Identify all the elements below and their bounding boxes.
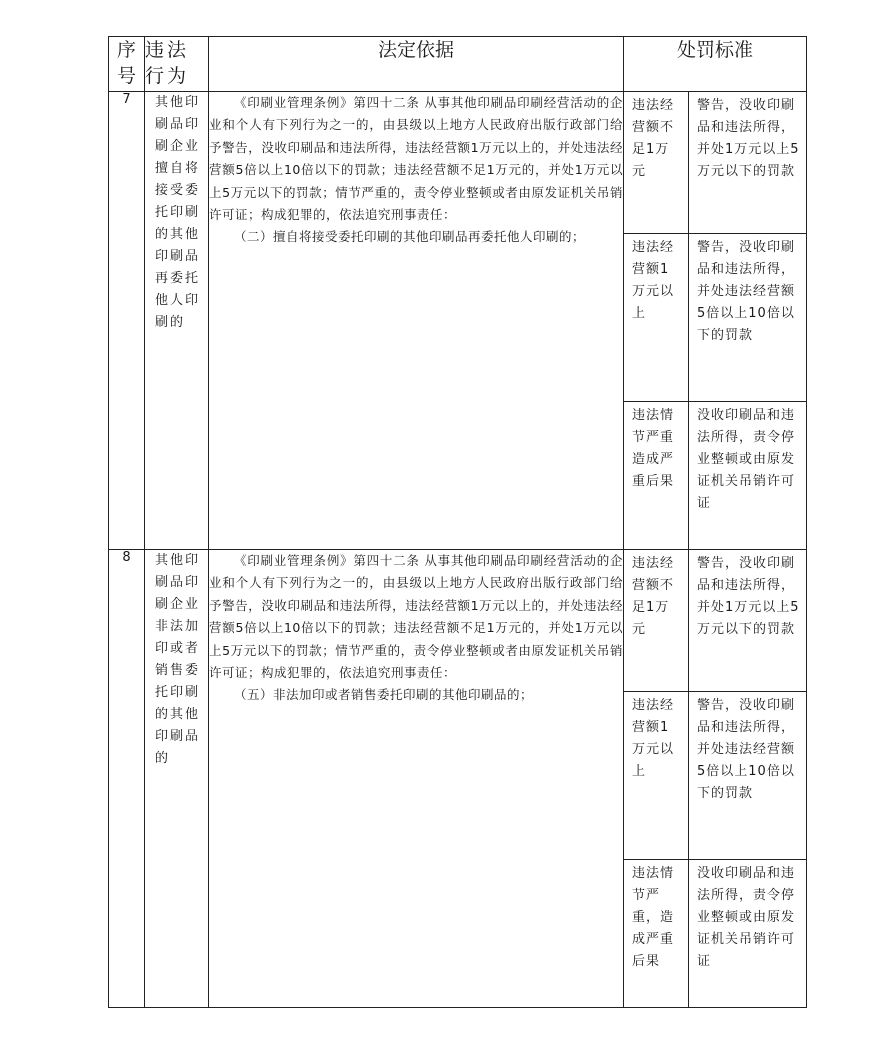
header-act: 违法行为 (145, 37, 209, 92)
header-seq: 序号 (109, 37, 145, 92)
header-penalty: 处罚标准 (624, 37, 807, 92)
row-basis (209, 550, 624, 1008)
basis-paragraph: 《印刷业管理条例》第四十二条 从事其他印刷品印刷经营活动的企业和个人有下列行为之一的，由县级以上地方人民政府出版行政部门给予警告，没收印刷品和违法所得，违法经营额1万元以上的，并处违法经营额5倍以上10倍以下的罚款；违法经营额不足1万元的，并处1万元以上5万元以下的罚款；情节严重的，责令停业整顿或者由原发证机关吊销许可证；构成犯罪的，依法追究刑事责任： (209, 95, 623, 223)
header-basis: 法定依据 (209, 37, 624, 92)
row-basis (209, 92, 624, 550)
penalty-condition: 违法经营额1万元以上 (624, 692, 689, 860)
header-row (109, 37, 807, 92)
act-text: 其他印刷品印刷企业非法加印或者销售委托印刷的其他印刷品的 (155, 553, 201, 766)
penalty-condition: 违法情节严重造成严重后果 (624, 402, 689, 550)
act-text: 其他印刷品印刷企业擅自将接受委托印刷的其他印刷品再委托他人印刷的 (155, 95, 201, 330)
penalty-condition: 违法经营额不足1万元 (624, 550, 689, 692)
basis-clause: （二）擅自将接受委托印刷的其他印刷品再委托他人印刷的； (234, 229, 586, 245)
row-seq: 8 (109, 550, 145, 1008)
penalty-standard: 没收印刷品和违法所得，责令停业整顿或由原发证机关吊销许可证 (689, 402, 807, 550)
penalty-standard: 警告，没收印刷品和违法所得，并处1万元以上5万元以下的罚款 (689, 550, 807, 692)
row-seq: 7 (109, 92, 145, 550)
penalty-condition: 违法情节严重，造成严重后果 (624, 860, 689, 1008)
penalty-table (108, 36, 807, 1008)
table-row (109, 92, 807, 234)
penalty-condition: 违法经营额不足1万元 (624, 92, 689, 234)
row-act (145, 92, 209, 550)
penalty-standard: 警告，没收印刷品和违法所得，并处违法经营额5倍以上10倍以下的罚款 (689, 234, 807, 402)
basis-clause: （五）非法加印或者销售委托印刷的其他印刷品的； (234, 687, 534, 703)
penalty-condition: 违法经营额1万元以上 (624, 234, 689, 402)
table-row (109, 550, 807, 692)
penalty-standard: 警告，没收印刷品和违法所得，并处1万元以上5万元以下的罚款 (689, 92, 807, 234)
penalty-standard: 警告，没收印刷品和违法所得，并处违法经营额5倍以上10倍以下的罚款 (689, 692, 807, 860)
penalty-standard: 没收印刷品和违法所得，责令停业整顿或由原发证机关吊销许可证 (689, 860, 807, 1008)
row-act (145, 550, 209, 1008)
basis-paragraph: 《印刷业管理条例》第四十二条 从事其他印刷品印刷经营活动的企业和个人有下列行为之一的，由县级以上地方人民政府出版行政部门给予警告，没收印刷品和违法所得，违法经营额1万元以上的，并处违法经营额5倍以上10倍以下的罚款；违法经营额不足1万元的，并处1万元以上5万元以下的罚款；情节严重的，责令停业整顿或者由原发证机关吊销许可证；构成犯罪的，依法追究刑事责任： (209, 553, 623, 681)
